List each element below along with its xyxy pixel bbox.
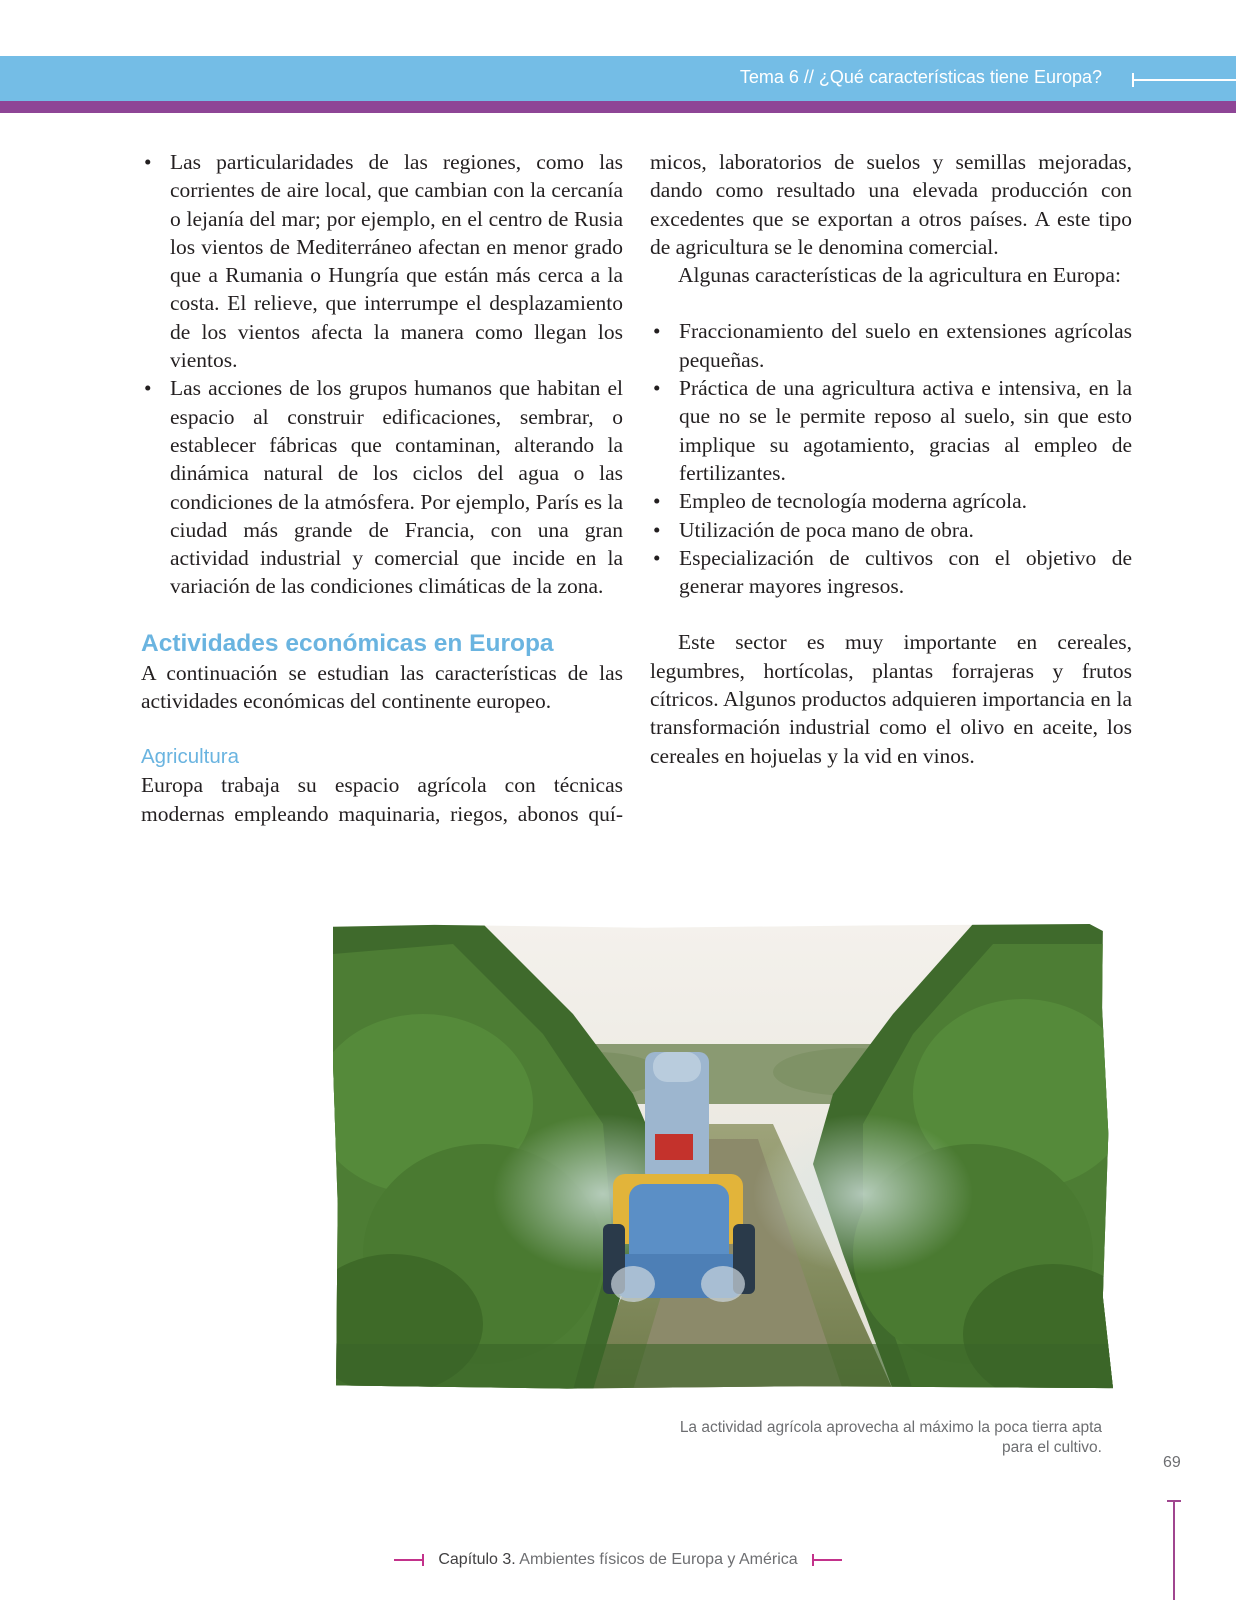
header-topic-title: Tema 6 // ¿Qué características tiene Europa? — [739, 67, 1102, 87]
header-accent-stripe — [0, 101, 1236, 113]
list-item: • Utilización de poca mano de obra. — [650, 516, 1132, 544]
header-rule — [1132, 79, 1236, 81]
list-item: • Práctica de una agricultura activa e intensiva, en la que no se le permite reposo al suelo, sin que esto implique su agotamiento, gracias al empleo de fertilizantes. — [650, 374, 1132, 487]
agriculture-paragraph-continued: micos, laboratorios de suelos y semillas mejoradas, dando como resultado una elevada producción con excedentes que se exportan a otros países. A este tipo de agricultura se le denomina comercial. — [650, 150, 1132, 259]
right-column — [650, 148, 1132, 770]
list-item: • Especialización de cultivos con el objetivo de generar mayores ingresos. — [650, 544, 1132, 601]
spacer — [650, 289, 1132, 317]
spacer — [141, 601, 623, 629]
features-intro: Algunas características de la agricultura en Europa: — [678, 263, 1121, 288]
agriculture-features-list — [650, 317, 1132, 600]
page-number: 69 — [1163, 1454, 1181, 1471]
climate-factors-list — [141, 148, 623, 601]
orchard-sprayer-photo — [333, 924, 1113, 1390]
footer-chapter-title: Ambientes físicos de Europa y América — [519, 1551, 798, 1568]
spacer — [141, 715, 623, 743]
footer-chapter-label: Capítulo 3. — [438, 1551, 516, 1568]
footer-left-marker — [394, 1559, 424, 1561]
photo-caption: La actividad agrícola aprovecha al máximo la poca tierra apta para el cultivo. — [679, 1419, 1102, 1456]
list-item: • Las acciones de los grupos humanos que habitan el espacio al construir edificaciones, sembrar, o establecer fábricas que contaminan, alterando la dinámica natural de los ciclos del agua o las condiciones de la atmósfera. Por ejemplo, París es la ciudad más grande de Francia, con una gran actividad industrial y comercial que incide en la variación de las condiciones climáticas de la zona. — [141, 374, 623, 600]
footer — [0, 1551, 1236, 1569]
closing-paragraph: Este sector es muy importante en cereales, legumbres, hortícolas, plantas forrajeras y frutos cítricos. Algunos productos adquieren importancia en la transformación industrial como el olivo en aceite, los cereales en hojuelas y la vid en vinos. — [650, 630, 1132, 768]
spacer — [650, 600, 1132, 628]
subheading-agricultura: Agricultura — [141, 745, 239, 769]
section-heading: Actividades económicas en Europa — [141, 629, 554, 657]
agriculture-paragraph-start: Europa trabaja su espacio agrícola con técnicas modernas empleando maquinaria, riegos, abonos quí- — [141, 773, 623, 826]
list-item: • Empleo de tecnología moderna agrícola. — [650, 487, 1132, 515]
list-item: • Las particularidades de las regiones, como las corrientes de aire local, que cambian con la cercanía o lejanía del mar; por ejemplo, en el centro de Rusia los vientos de Mediterráneo afectan en menor grado que a Rumania o Hungría que están más cerca a la costa. El relieve, que interrumpe el desplazamiento de los vientos afecta la manera como llegan los vientos. — [141, 148, 623, 374]
list-item: • Fraccionamiento del suelo en extensiones agrícolas pequeñas. — [650, 317, 1132, 374]
left-column — [141, 148, 623, 828]
section-intro-paragraph: A continuación se estudian las características de las actividades económicas del continente europeo. — [141, 660, 623, 714]
footer-right-marker — [812, 1559, 842, 1561]
